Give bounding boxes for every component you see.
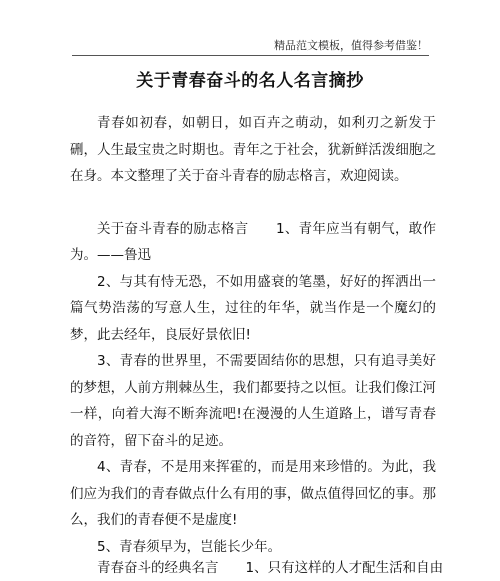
quote-paragraph: 5、青春须早为，岂能长少年。 bbox=[97, 538, 282, 555]
paragraph-spacer bbox=[70, 190, 436, 216]
header-divider bbox=[72, 55, 429, 56]
quote-paragraph: 2、与其有恃无恐，不如用盛衰的笔墨，好好的挥洒出一篇气势浩荡的写意人生，过往的年华，就当作是一个魔幻的梦，此去经年，良辰好景依旧! bbox=[70, 273, 436, 343]
cut-off-paragraph: 青春奋斗的经典名言 1、只有这样的人才配生活和自由 bbox=[97, 560, 444, 576]
quote-paragraph: 3、青春的世界里，不需要固结你的思想，只有追寻美好的梦想，人前方荆棘丛生，我们都要持之以恒。让我们像江河一样，向着大海不断奔流吧!在漫漫的人生道路上，谱写青春的音符，留下奋斗的足迹。 bbox=[70, 353, 436, 449]
document-body bbox=[70, 110, 436, 560]
quote-paragraph: 4、青春，不是用来挥霍的，而是用来珍惜的。为此，我们应为我们的青春做点什么有用的事，做点值得回忆的事。那么，我们的青春便不是虚度! bbox=[70, 459, 436, 528]
document-title: 关于青春奋斗的名人名言摘抄 bbox=[136, 71, 364, 91]
header-note: 精品范文模板，值得参考借鉴！ bbox=[274, 39, 428, 52]
intro-paragraph: 青春如初春，如朝日，如百卉之萌动，如利刃之新发于硎，人生最宝贵之时期也。青年之于社会，犹新鲜活泼细胞之在身。本文整理了关于奋斗青春的励志格言，欢迎阅读。 bbox=[70, 115, 436, 184]
quote-paragraph: 关于奋斗青春的励志格言 1、青年应当有朝气，敢作为。——鲁迅 bbox=[70, 220, 436, 263]
